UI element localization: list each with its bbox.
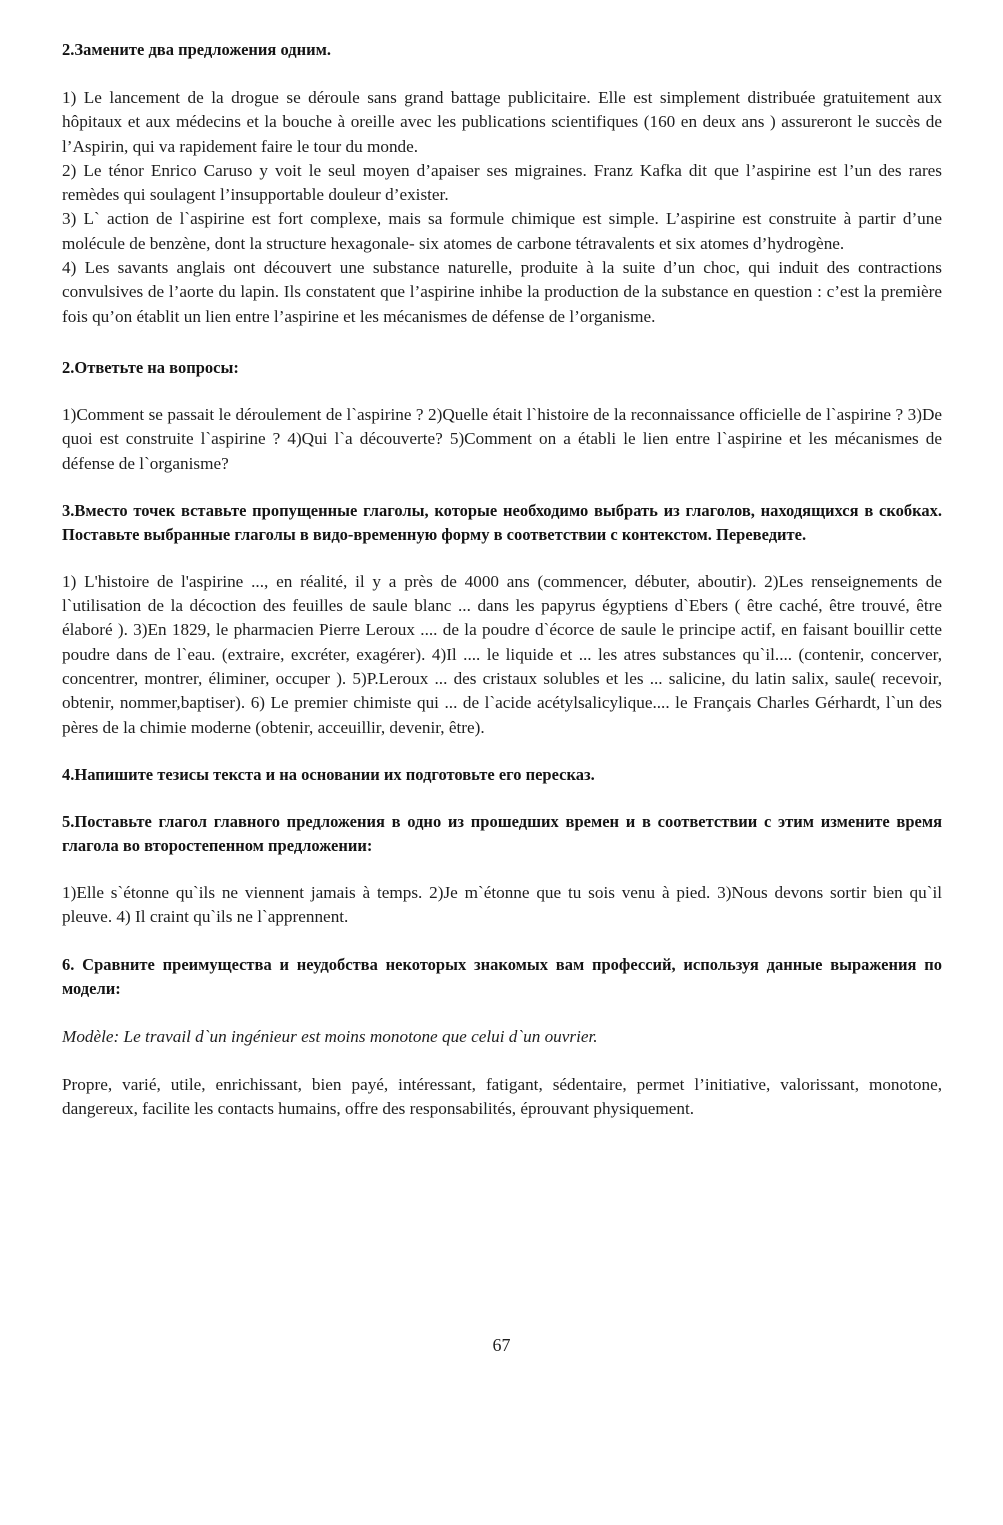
section-heading-theses: 4.Напишите тезисы текста и на основании их подготовьте его пересказ. (62, 764, 595, 784)
past-tense-text: 1)Elle s`étonne qu`ils ne viennent jamais à temps. 2)Je m`étonne que tu sois venu à pied. 3)Nous devons sortir bien qu`il pleuve. 4) Il craint qu`ils ne l`apprennent. (62, 882, 942, 927)
exercise-item: 1) Le lancement de la drogue se déroule sans grand battage publicitaire. Elle est simplement distribuée gratuitement aux hôpitaux et aux médecins et la bouche à oreille avec les publications scientifiques (160 en deux ans ) assureront le succès de l’Aspirin, qui va rapidement faire le tour du monde. (62, 88, 942, 156)
exercise-item: 4) Les savants anglais ont découvert une substance naturelle, produite à la suite d’un choc, qui induit des contractions convulsives de l’aorte du lapin. Ils constatent que l’aspirine inhibe la production de la substance en question : c’est la première fois qu’on établit un lien entre l’aspirine et les mécanismes de défense de l’organisme. (62, 258, 942, 326)
exercise-item: 3) L` action de l`aspirine est fort complexe, mais sa formule chimique est simple. L’aspirine est construite à partir d’une molécule de benzène, dont la structure hexagonale- six atomes de carbone tétravalents et six atomes d’hydrogène. (62, 209, 942, 253)
questions-text: 1)Comment se passait le déroulement de l`aspirine ? 2)Quelle était l`histoire de la reconnaissance officielle de l`aspirine ? 3)De quoi est construite l`aspirine ? 4)Qui l`a découverte? 5)Comment on a établi le lien entre l`aspirine et les mécanismes de défense de l`organisme? (62, 404, 942, 473)
exercise-item: 2) Le ténor Enrico Caruso y voit le seul moyen d’apaiser ses migraines. Franz Kafka dit que l’aspirine est l’un des rares remèdes qui soulagent l’insupportable douleur d’exister. (62, 160, 942, 205)
section-heading-replace-sentences: 2.Замените два предложения одним. (62, 40, 331, 59)
section-heading-questions: 2.Ответьте на вопросы: (62, 357, 239, 377)
section-heading-fill-verbs: 3.Вместо точек вставьте пропущенные глаголы, которые необходимо выбрать из глаголов, находящихся в скобках. Поставьте выбранные глаголы в видо-временную форму в соответствии с контекстом. Переведите. (62, 500, 942, 544)
model-sentence: Modèle: Le travail d`un ingénieur est moins monotone que celui d`un ouvrier. (62, 1026, 598, 1046)
fill-verbs-text: 1) L'histoire de l'aspirine ..., en réalité, il y a près de 4000 ans (commencer, débuter, aboutir). 2)Les renseignements de l`utilisation de la décoction des feuilles de saule blanc ... dans les papyrus égyptiens d`Ebers ( être caché, être trouvé, être élaboré ). 3)En 1829, le pharmacien Pierre Leroux .... de la poudre d`écorce de saule le principe actif, en faisant bouillir cette poudre dans de l`eau. (extraire, excréter, exagérer). 4)Il .... le liquide et ... les atres substances qu`il.... (contenir, concerver, concentrer, montrer, éliminer, occuper ). 5)P.Leroux ... des cristaux solubles et les ... salicine, du latin salix, saule( recevoir, obtenir, nommer,baptiser). 6) Le premier chimiste qui ... de l`acide acétylsalicylique.... le Français Charles Gérhardt, l`un des pères de la chimie moderne (obtenir, acceuillir, devenir, être). (62, 571, 942, 737)
page-content (62, 38, 942, 1121)
page-number: 67 (492, 1335, 511, 1355)
section-heading-professions: 6. Сравните преимущества и неудобства некоторых знакомых вам профессий, используя данные выражения по модели: (62, 954, 942, 998)
section-heading-past-tense: 5.Поставьте глагол главного предложения в одно из прошедших времен и в соответствии с этим измените время глагола во второстепенном предложении: (62, 811, 942, 855)
expressions-list: Propre, varié, utile, enrichissant, bien payé, intéressant, fatigant, sédentaire, permet l’initiative, valorissant, monotone, dangereux, facilite les contacts humains, offre des responsabilités, éprouvant physiquement. (62, 1074, 942, 1119)
exercise-list-sentences (62, 86, 942, 329)
